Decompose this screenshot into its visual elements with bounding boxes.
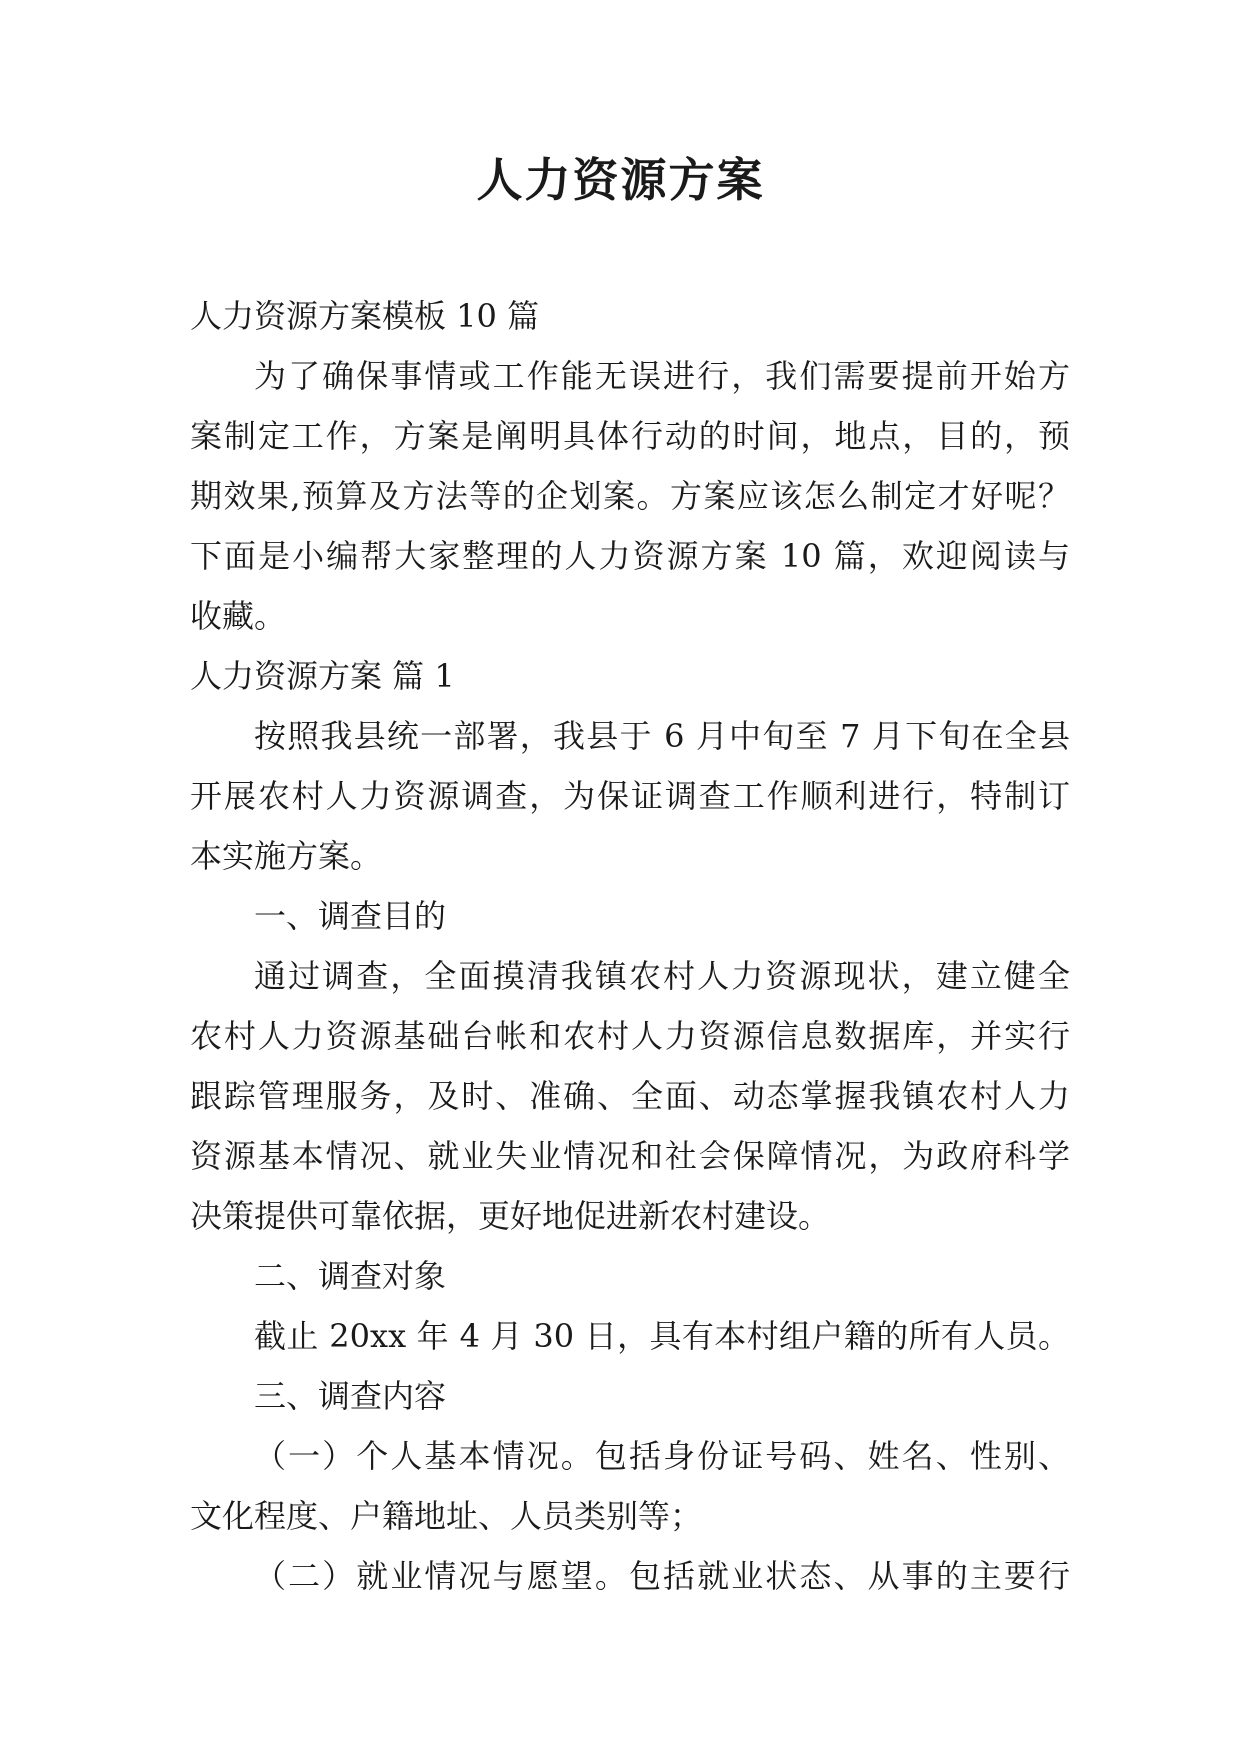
text-line: 通过调查，全面摸清我镇农村人力资源现状，建立健全 [254, 957, 1070, 995]
text-line: 截止 20xx 年 4 月 30 日，具有本村组户籍的所有人员。 [254, 1317, 1070, 1355]
text-line: 人力资源方案模板 10 篇 [190, 297, 540, 335]
text-line: 决策提供可靠依据，更好地促进新农村建设。 [190, 1197, 831, 1235]
text-line: 收藏。 [190, 597, 287, 635]
text-line: 资源基本情况、就业失业情况和社会保障情况，为政府科学 [190, 1137, 1070, 1175]
text-line: 期效果,预算及方法等的企划案。方案应该怎么制定才好呢？ [190, 477, 1070, 515]
text-line: 三、调查内容 [254, 1377, 447, 1415]
document-body [190, 286, 1070, 1606]
text-line: 为了确保事情或工作能无误进行，我们需要提前开始方 [254, 357, 1070, 395]
text-line: 下面是小编帮大家整理的人力资源方案 10 篇，欢迎阅读与 [190, 537, 1070, 575]
text-line: 本实施方案。 [190, 837, 383, 875]
text-line: 二、调查对象 [254, 1257, 447, 1295]
text-line: 开展农村人力资源调查，为保证调查工作顺利进行，特制订 [190, 777, 1070, 815]
text-line: 人力资源方案 篇 1 [190, 657, 455, 695]
text-line: 跟踪管理服务，及时、准确、全面、动态掌握我镇农村人力 [190, 1077, 1070, 1115]
text-line: 案制定工作，方案是阐明具体行动的时间，地点，目的，预 [190, 417, 1070, 455]
text-line: （一）个人基本情况。包括身份证号码、姓名、性别、 [254, 1437, 1070, 1475]
text-line: 按照我县统一部署，我县于 6 月中旬至 7 月下旬在全县 [254, 717, 1070, 755]
text-line: （二）就业情况与愿望。包括就业状态、从事的主要行 [254, 1557, 1070, 1595]
text-line: 一、调查目的 [254, 897, 447, 935]
text-line: 文化程度、户籍地址、人员类别等； [190, 1497, 703, 1535]
document-title: 人力资源方案 [476, 153, 765, 207]
text-line: 农村人力资源基础台帐和农村人力资源信息数据库，并实行 [190, 1017, 1070, 1055]
